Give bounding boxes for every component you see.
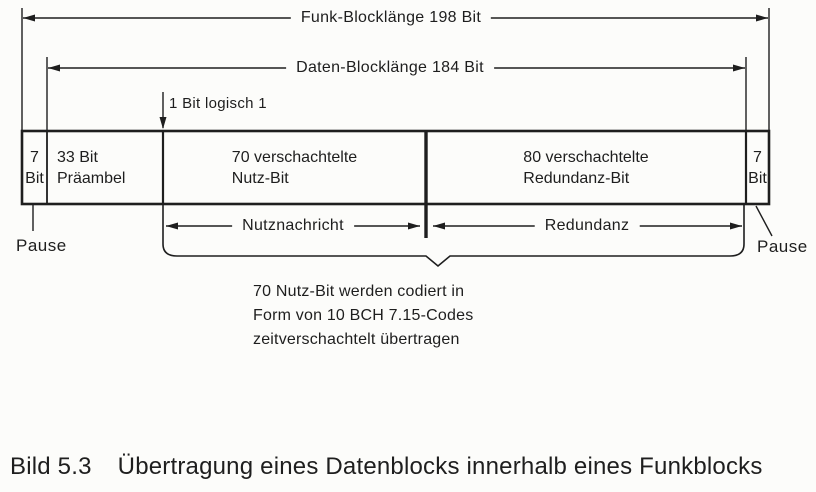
cell-redundanz-bit-line1: 80 verschachtelte — [523, 148, 649, 166]
cell-nutz-bit-line1: 70 verschachtelte — [231, 148, 358, 166]
arrowhead-funk-right — [756, 15, 768, 22]
cell-praeambel — [47, 131, 163, 204]
cell-nutz-bit-line2: Nutz-Bit — [231, 169, 289, 187]
arrowhead-funk-left — [23, 15, 35, 22]
pause-right-label: Pause — [757, 237, 808, 256]
coding-note — [253, 280, 473, 352]
cell-pause-right-line1: 7 — [753, 148, 762, 166]
coding-note-line1: 70 Nutz-Bit werden codiert in — [253, 283, 465, 300]
cell-pause-right — [746, 131, 769, 204]
funk-blocklaenge-dimension-label: Funk-Blocklänge 198 Bit — [291, 9, 491, 27]
figure-caption-text: Übertragung eines Datenblocks innerhalb eines Funkblocks — [117, 453, 763, 480]
brace — [163, 204, 744, 266]
cell-praeambel-line1: 33 Bit — [57, 148, 98, 166]
figure-caption — [10, 453, 763, 481]
cell-praeambel-line2: Präambel — [57, 169, 126, 187]
arrowhead-daten-left — [48, 65, 60, 72]
cell-pause-left-line1: 7 — [30, 148, 39, 166]
one-bit-logisch-label: 1 Bit logisch 1 — [169, 95, 267, 112]
cell-pause-left-line2: Bit — [25, 169, 44, 187]
arrowhead-redundanz-left — [433, 223, 445, 230]
cell-redundanz-bit — [426, 131, 746, 204]
arrowhead-daten-right — [733, 65, 745, 72]
cell-pause-left — [22, 131, 47, 204]
cell-redundanz-bit-line2: Redundanz-Bit — [523, 169, 630, 187]
nutznachricht-span-label: Nutznachricht — [232, 217, 354, 235]
cell-pause-right-line2: Bit — [748, 169, 767, 187]
arrowhead-one-bit-down — [160, 117, 167, 129]
arrowhead-nutz-left — [166, 223, 178, 230]
cell-nutz-bit — [163, 131, 426, 204]
pause-left-label: Pause — [16, 236, 67, 255]
arrowhead-redundanz-right — [730, 223, 742, 230]
redundanz-span-label: Redundanz — [535, 217, 640, 235]
coding-note-line3: zeitverschachtelt übertragen — [253, 331, 460, 348]
figure-caption-number: Bild 5.3 — [10, 453, 92, 480]
arrowhead-nutz-right — [408, 223, 420, 230]
daten-blocklaenge-dimension-label: Daten-Blocklänge 184 Bit — [286, 59, 494, 77]
coding-note-line2: Form von 10 BCH 7.15-Codes — [253, 307, 474, 324]
